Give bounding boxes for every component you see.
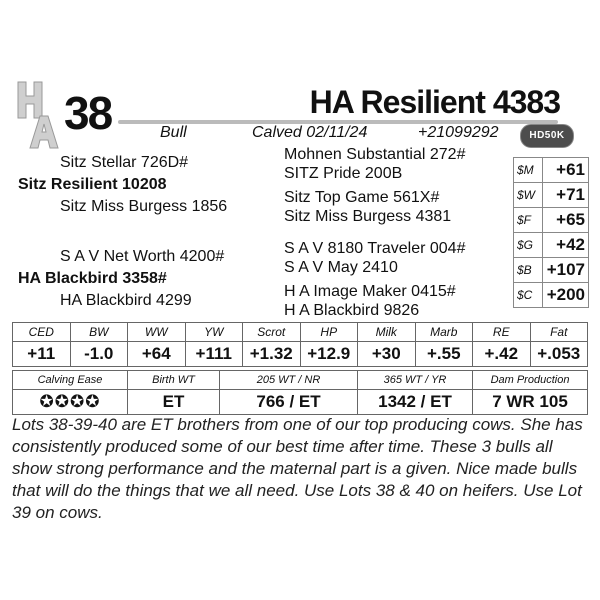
index-label: $M [514,158,543,183]
epd-header: Milk [358,323,416,342]
epd-value: +64 [128,342,186,367]
calving-ease-stars: ✪✪✪✪ [13,390,128,415]
sex-label: Bull [160,124,187,141]
index-value: +61 [543,158,589,183]
epd-value: +12.9 [300,342,358,367]
epd-header: YW [185,323,243,342]
index-row [514,283,589,308]
index-value: +200 [543,283,589,308]
performance-header: Calving Ease [13,371,128,390]
index-value: +65 [543,208,589,233]
dam-sire: S A V Net Worth 4200# [60,248,225,265]
index-label: $F [514,208,543,233]
epd-value: +.053 [530,342,588,367]
epd-value: -1.0 [70,342,128,367]
epd-value-row [13,342,588,367]
performance-header: 365 WT / YR [358,371,473,390]
index-table [513,157,589,308]
pedigree-right-1: Mohnen Substantial 272# [284,146,466,163]
sire-dam: Sitz Miss Burgess 1856 [60,198,228,215]
epd-header: WW [128,323,186,342]
index-row [514,208,589,233]
epd-header: HP [300,323,358,342]
index-value: +107 [543,258,589,283]
ha-logo [14,80,62,150]
performance-header: Birth WT [128,371,220,390]
epd-value: +.42 [473,342,531,367]
dam: HA Blackbird 3358# [18,270,167,287]
index-row [514,233,589,258]
epd-header: Marb [415,323,473,342]
epd-value: +30 [358,342,416,367]
epd-value: +11 [13,342,71,367]
index-row [514,158,589,183]
dam-production: 7 WR 105 [473,390,588,415]
bull-name: HA Resilient 4383 [309,84,560,120]
dam-dam: HA Blackbird 4299 [60,292,192,309]
pedigree-right-2: SITZ Pride 200B [284,165,403,182]
epd-value: +.55 [415,342,473,367]
lot-description: Lots 38-39-40 are ET brothers from one of our top producing cows. She has consistently produced some of our best time after time. These 3 bulls all show strong performance and the maternal part is a given. Nice made bulls that will do the things that we all need. Use Lots 38 & 40 on heifers. Use Lot 39 on cows. [12,415,583,522]
pedigree-right-6: S A V May 2410 [284,259,398,276]
index-row [514,258,589,283]
pedigree-right-3: Sitz Top Game 561X# [284,189,440,206]
sire-sire: Sitz Stellar 726D# [60,154,189,171]
index-value: +71 [543,183,589,208]
weaning-weight: 766 / ET [220,390,358,415]
performance-value-row [13,390,588,415]
pedigree-right-8: H A Blackbird 9826 [284,302,420,319]
epd-header-row [13,323,588,342]
epd-header: Fat [530,323,588,342]
pedigree-right-7: H A Image Maker 0415# [284,283,456,300]
yearling-weight: 1342 / ET [358,390,473,415]
epd-header: Scrot [243,323,301,342]
epd-table [12,322,588,367]
performance-header: Dam Production [473,371,588,390]
epd-value: +111 [185,342,243,367]
index-label: $G [514,233,543,258]
index-label: $B [514,258,543,283]
pedigree-right-5: S A V 8180 Traveler 004# [284,240,466,257]
index-label: $C [514,283,543,308]
hd50k-badge: HD50K [520,124,574,148]
pedigree-right-4: Sitz Miss Burgess 4381 [284,208,452,225]
birth-weight: ET [128,390,220,415]
epd-value: +1.32 [243,342,301,367]
registration-number: +21099292 [418,124,499,141]
performance-header: 205 WT / NR [220,371,358,390]
index-row [514,183,589,208]
epd-header: RE [473,323,531,342]
epd-header: BW [70,323,128,342]
calved-date: Calved 02/11/24 [252,124,368,141]
epd-header: CED [13,323,71,342]
performance-table [12,370,588,415]
performance-header-row [13,371,588,390]
sire: Sitz Resilient 10208 [18,176,167,193]
index-label: $W [514,183,543,208]
lot-number: 38 [64,87,112,139]
index-value: +42 [543,233,589,258]
